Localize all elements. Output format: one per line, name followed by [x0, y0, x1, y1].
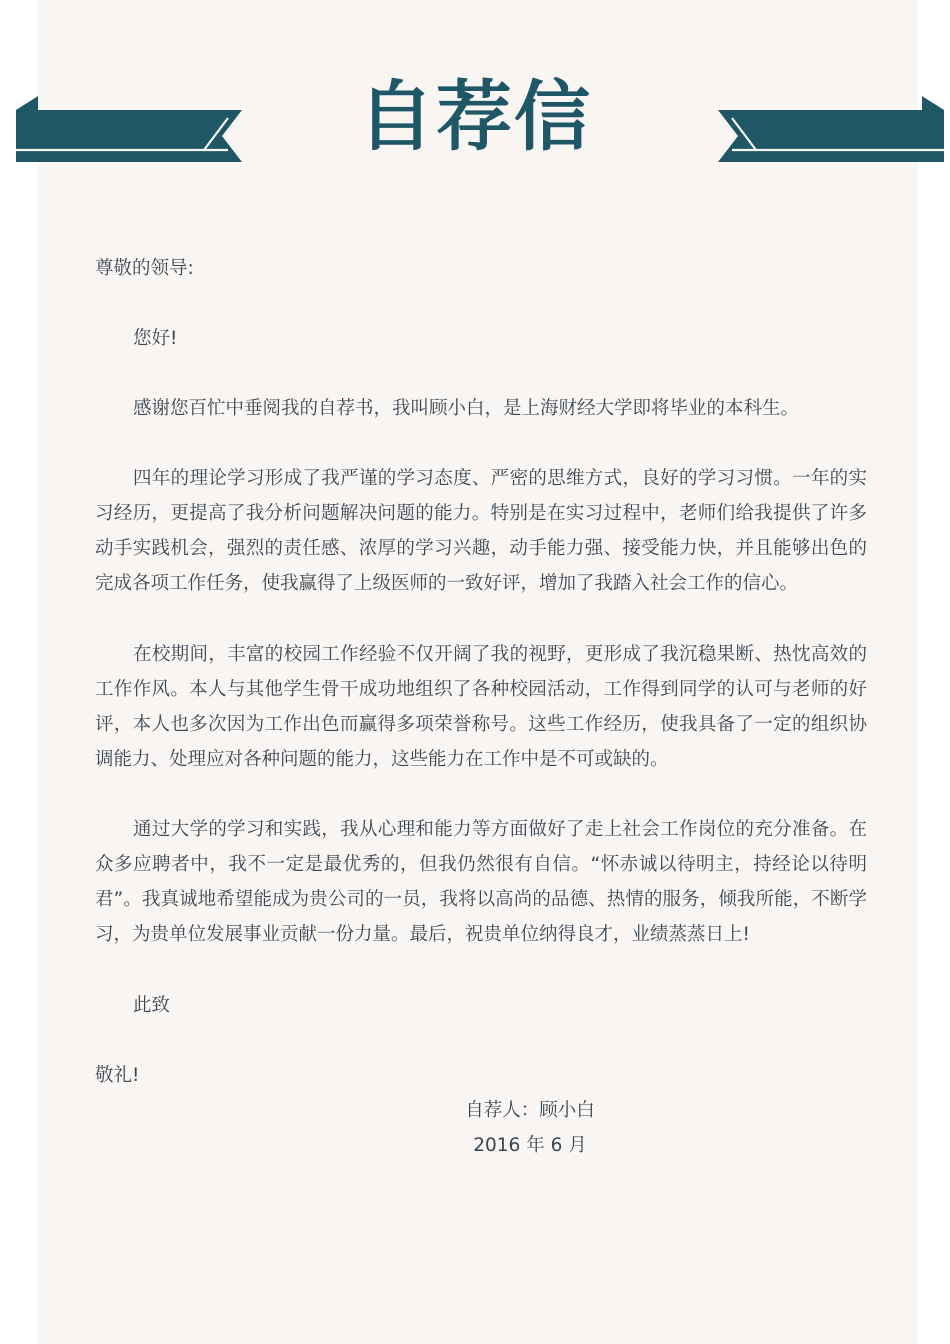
- regards: 敬礼!: [95, 1065, 140, 1086]
- date: 2016 年 6 月: [473, 1135, 587, 1156]
- signature: 自荐人：顾小白: [465, 1100, 595, 1121]
- salutation: 尊敬的领导:: [95, 258, 194, 279]
- paragraph-intro: 感谢您百忙中垂阅我的自荐书，我叫顾小白，是上海财经大学即将毕业的本科生。: [133, 398, 800, 419]
- paragraph-campus: 在校期间，丰富的校园工作经验不仅开阔了我的视野，更形成了我沉稳果断、热忱高效的工作作风。本人与其他学生骨干成功地组织了各种校园活动，工作得到同学的认可与老师的好评，本人也多次因为工作出色而赢得多项荣誉称号。这些工作经历，使我具备了一定的组织协调能力、处理应对各种问题的能力，这些能力在工作中是不可或缺的。: [95, 644, 867, 770]
- letter-title: 自荐信: [358, 72, 592, 161]
- closing: 此致: [133, 995, 171, 1016]
- paragraph-preparation: 通过大学的学习和实践，我从心理和能力等方面做好了走上社会工作岗位的充分准备。在众多应聘者中，我不一定是最优秀的，但我仍然很有自信。“怀赤诚以待明主，持经论以待明君”。我真诚地希望能成为贵公司的一员，我将以高尚的品德、热情的服务，倾我所能，不断学习，为贵单位发展事业贡献一份力量。最后，祝贵单位纳得良才，业绩蒸蒸日上!: [95, 819, 867, 945]
- greeting: 您好!: [133, 328, 178, 349]
- paragraph-study: 四年的理论学习形成了我严谨的学习态度、严密的思维方式，良好的学习习惯。一年的实习经历，更提高了我分析问题解决问题的能力。特别是在实习过程中，老师们给我提供了许多动手实践机会，强烈的责任感、浓厚的学习兴趣，动手能力强、接受能力快，并且能够出色的完成各项工作任务，使我赢得了上级医师的一致好评，增加了我踏入社会工作的信心。: [95, 468, 867, 594]
